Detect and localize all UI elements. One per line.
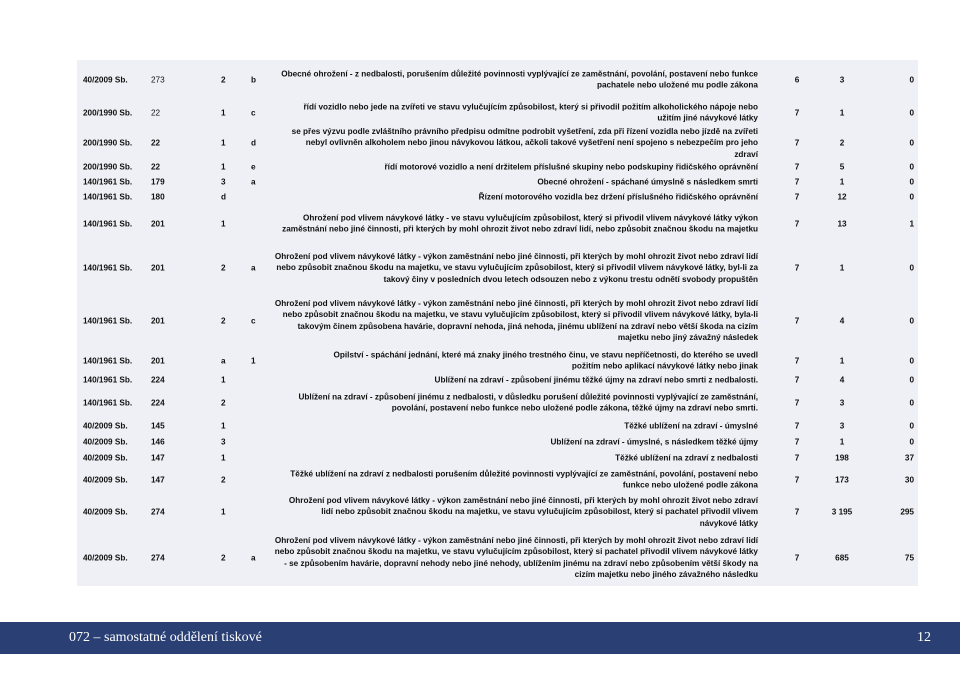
subsection-cell: 1 — [221, 219, 226, 229]
description-cell: Ublížení na zdraví - způsobení jinému z nedbalosti, v důsledku porušení důležité povinnosti vyplývající ze zaměstnání, povolání, postavení nebo funkce nebo uložené podle zákona, těžké újmy na zdraví nebo smrti. — [298, 392, 758, 413]
law-cell: 140/1961 Sb. — [83, 375, 133, 385]
description-cell: Ublížení na zdraví - způsobení jinému těžké újmy na zdraví nebo smrti z nedbalosti. — [434, 375, 758, 385]
law-cell: 140/1961 Sb. — [83, 356, 133, 366]
count-cell-3: 0 — [909, 192, 914, 201]
count-cell-1: 7 — [794, 192, 800, 201]
count-cell-1: 7 — [794, 138, 800, 148]
paragraph-cell: 146 — [151, 437, 165, 447]
law-cell: 140/1961 Sb. — [83, 219, 133, 229]
law-cell: 40/2009 Sb. — [83, 421, 128, 431]
subsection-cell: 3 — [221, 437, 226, 447]
count-cell-1: 7 — [794, 398, 800, 408]
count-cell-3: 0 — [909, 375, 914, 385]
count-cell-1: 7 — [794, 375, 800, 385]
law-cell: 200/1990 Sb. — [83, 162, 133, 172]
letter-cell: a — [251, 553, 256, 563]
count-cell-3: 75 — [904, 553, 914, 563]
table-row — [77, 204, 918, 244]
table-row — [77, 418, 918, 434]
count-cell-2: 1 — [839, 437, 845, 447]
letter-cell: b — [251, 75, 257, 85]
count-cell-1: 7 — [794, 421, 800, 431]
description-cell: Těžké ublížení na zdraví z nedbalosti — [615, 453, 758, 463]
letter-cell: 1 — [251, 356, 256, 366]
description-cell: Ohrožení pod vlivem návykové látky - výkon zaměstnání nebo jiné činnosti, při kterých by mohl ohrozit život nebo zdraví lidí nebo způsobit značnou škodu na majetku, ve stavu vylučujícím způsobilost, který si přivodil vlivem návykové látky, byla-li takovým činem způsobena havárie, dopravní nehoda, jiná nehoda, jinému ublížení na zdraví nebo větší škoda na cizím majetku nebo jiný závažný následek — [274, 299, 758, 343]
subsection-cell: a — [221, 356, 226, 366]
law-cell: 140/1961 Sb. — [83, 398, 133, 408]
subsection-cell: 2 — [221, 398, 226, 408]
subsection-cell: 1 — [221, 162, 226, 172]
count-cell-2: 5 — [839, 162, 845, 172]
count-cell-3: 0 — [909, 263, 914, 273]
count-cell-1: 7 — [794, 356, 800, 366]
letter-cell: e — [251, 162, 256, 172]
count-cell-2: 685 — [835, 553, 849, 563]
count-cell-2: 3 195 — [831, 507, 853, 517]
paragraph-cell: 274 — [151, 553, 165, 563]
count-cell-1: 7 — [794, 316, 800, 326]
count-cell-2: 1 — [839, 108, 845, 118]
count-cell-3: 37 — [904, 453, 914, 463]
law-cell: 40/2009 Sb. — [83, 507, 128, 517]
count-cell-2: 2 — [839, 138, 845, 148]
law-cell: 40/2009 Sb. — [83, 75, 128, 85]
subsection-cell: 1 — [221, 138, 226, 148]
law-cell: 200/1990 Sb. — [83, 138, 133, 148]
letter-cell: c — [251, 316, 256, 326]
law-cell: 40/2009 Sb. — [83, 475, 128, 485]
count-cell-2: 13 — [837, 219, 847, 229]
statistics-table — [77, 60, 918, 586]
subsection-cell: 1 — [221, 375, 226, 385]
count-cell-1: 7 — [794, 219, 800, 229]
table-row — [77, 350, 918, 372]
paragraph-cell: 147 — [151, 453, 165, 463]
table-row — [77, 494, 918, 530]
law-cell: 200/1990 Sb. — [83, 108, 133, 118]
paragraph-cell: 147 — [151, 475, 165, 485]
count-cell-2: 1 — [839, 177, 845, 186]
count-cell-2: 3 — [839, 398, 845, 408]
description-cell: Těžké ublížení na zdraví z nedbalosti porušením důležité povinnosti vyplývající ze zaměstnání, povolání, postavení nebo funkce nebo uložené podle zákona — [290, 469, 758, 490]
count-cell-1: 7 — [794, 263, 800, 273]
subsection-cell: 1 — [221, 453, 226, 463]
paragraph-cell: 224 — [151, 398, 165, 408]
paragraph-cell: 201 — [151, 219, 165, 229]
description-cell: Obecné ohrožení - spáchané úmyslně s následkem smrti — [537, 176, 758, 186]
description-cell: Ohrožení pod vlivem návykové látky - výkon zaměstnání nebo jiné činnosti, při kterých by mohl ohrozit život nebo zdraví lidí nebo způsobit značnou škodu na majetku, ve stavu vylučujícím způsobilost, který si pachatel přivodil vlivem návykové látky - se způsobením havárie, dopravní nehody nebo jiné nehody, ublížením jinému na zdraví nebo způsobením větší škody na cizím majetku nebo jiného závažného následku — [274, 536, 758, 580]
count-cell-3: 0 — [909, 138, 914, 148]
table-row — [77, 434, 918, 450]
subsection-cell: d — [221, 192, 227, 201]
table-row — [77, 450, 918, 466]
table-row — [77, 466, 918, 494]
subsection-cell: 1 — [221, 421, 226, 431]
count-cell-2: 198 — [835, 453, 849, 463]
count-cell-3: 295 — [900, 507, 914, 517]
paragraph-cell: 180 — [151, 192, 165, 201]
paragraph-cell: 145 — [151, 421, 165, 431]
page-footer — [0, 622, 960, 654]
count-cell-1: 7 — [794, 162, 800, 172]
table-row — [77, 174, 918, 189]
count-cell-1: 7 — [794, 553, 800, 563]
description-cell: Ohrožení pod vlivem návykové látky - výkon zaměstnání nebo jiné činnosti, při kterých by mohl ohrozit život nebo zdraví lidí nebo způsobit značnou škodu na majetku, ve stavu vylučujícím způsobilost, který si přivodil vlivem návykové látky, byl-li za takový činy v posledních dvou letech odsouzen nebo z výkonu trestu odnětí svobody propuštěn — [274, 251, 758, 284]
letter-cell: d — [251, 138, 257, 148]
count-cell-1: 7 — [794, 177, 800, 186]
count-cell-2: 4 — [839, 316, 845, 326]
law-cell: 140/1961 Sb. — [83, 316, 133, 326]
description-cell: Ohrožení pod vlivem návykové látky - ve stavu vylučujícím způsobilost, který si přivodil vlivem návykové látky výkon zaměstnání nebo jiné činnosti, při kterých by mohl ohrozit život nebo zdraví lidí, nebo způsobit značnou škodu na majetku — [282, 213, 758, 234]
table-row — [77, 292, 918, 350]
table-row — [77, 244, 918, 292]
law-cell: 40/2009 Sb. — [83, 453, 128, 463]
count-cell-2: 173 — [835, 475, 849, 485]
count-cell-1: 7 — [794, 507, 800, 517]
subsection-cell: 2 — [221, 263, 226, 273]
table-row — [77, 372, 918, 388]
law-cell: 140/1961 Sb. — [83, 263, 133, 273]
description-cell: Obecné ohrožení - z nedbalosti, porušením důležité povinnosti vyplývající ze zaměstnání, povolání, postavení nebo funkce pachatele nebo uložené mu podle zákona — [281, 69, 758, 90]
table-row — [77, 189, 918, 204]
subsection-cell: 1 — [221, 108, 226, 118]
subsection-cell: 2 — [221, 475, 226, 485]
count-cell-1: 7 — [794, 475, 800, 485]
subsection-cell: 2 — [221, 75, 226, 85]
count-cell-3: 0 — [909, 316, 914, 326]
law-cell: 140/1961 Sb. — [83, 177, 133, 186]
paragraph-cell: 22 — [151, 108, 161, 118]
count-cell-3: 0 — [909, 437, 914, 447]
law-cell: 140/1961 Sb. — [83, 192, 133, 201]
table-row — [77, 388, 918, 418]
count-cell-1: 7 — [794, 108, 800, 118]
count-cell-1: 7 — [794, 437, 800, 447]
table-row — [77, 60, 918, 100]
description-cell: Těžké ublížení na zdraví - úmyslné — [624, 421, 758, 431]
table-row — [77, 126, 918, 160]
paragraph-cell: 201 — [151, 356, 165, 366]
description-cell: řídí motorové vozidlo a není držitelem příslušné skupiny nebo podskupiny řidičského oprávnění — [384, 162, 758, 172]
description-cell: Ublížení na zdraví - úmyslné, s následkem těžké újmy — [550, 437, 758, 447]
paragraph-cell: 179 — [151, 177, 165, 186]
table-row — [77, 100, 918, 126]
count-cell-3: 0 — [909, 421, 914, 431]
subsection-cell: 2 — [221, 316, 226, 326]
letter-cell: a — [251, 177, 256, 186]
description-cell: Řízení motorového vozidla bez držení příslušného řidičského oprávnění — [478, 191, 758, 201]
footer-title: 072 – samostatné oddělení tiskové — [69, 630, 262, 645]
paragraph-cell: 224 — [151, 375, 165, 385]
table-row — [77, 160, 918, 174]
count-cell-3: 0 — [909, 177, 914, 186]
description-cell: Opilství - spáchání jednání, které má znaky jiného trestného činu, ve stavu nepříčetnosti, do kterého se uvedl požitím nebo aplikací návykové látky nebo jinak — [333, 350, 758, 371]
letter-cell: a — [251, 263, 256, 273]
description-cell: se přes výzvu podle zvláštního právního předpisu odmítne podrobit vyšetření, zda při řízení vozidla nebo jízdě na zvířeti nebyl ovlivněn alkoholem nebo jinou návykovou látkou, ačkoli takové vyšetření není spojeno s nebezpečím pro jeho zdraví — [291, 126, 758, 159]
paragraph-cell: 274 — [151, 507, 165, 517]
count-cell-2: 12 — [837, 192, 847, 201]
page-number: 12 — [917, 630, 931, 645]
count-cell-3: 0 — [909, 356, 914, 366]
law-cell: 40/2009 Sb. — [83, 553, 128, 563]
description-cell: řídí vozidlo nebo jede na zvířeti ve stavu vylučujícím způsobilost, který si přivodil požitím alkoholického nápoje nebo užitím jiné návykové látky — [303, 102, 758, 123]
law-cell: 40/2009 Sb. — [83, 437, 128, 447]
paragraph-cell: 273 — [151, 75, 165, 85]
count-cell-2: 1 — [839, 356, 845, 366]
subsection-cell: 1 — [221, 507, 226, 517]
letter-cell: c — [251, 108, 256, 118]
paragraph-cell: 22 — [151, 162, 161, 172]
count-cell-1: 7 — [794, 453, 800, 463]
count-cell-3: 0 — [909, 108, 914, 118]
table-row — [77, 530, 918, 586]
description-cell: Ohrožení pod vlivem návykové látky - výkon zaměstnání nebo jiné činnosti, při kterých by mohl ohrozit život nebo zdraví lidí nebo způsobit značnou škodu na majetku, ve stavu vylučujícím způsobilost, který si pachatel přivodil vlivem návykové látky — [288, 495, 758, 528]
count-cell-3: 1 — [909, 219, 914, 229]
paragraph-cell: 201 — [151, 316, 165, 326]
count-cell-2: 1 — [839, 263, 845, 273]
paragraph-cell: 22 — [151, 138, 161, 148]
count-cell-3: 30 — [904, 475, 914, 485]
count-cell-2: 4 — [839, 375, 845, 385]
subsection-cell: 3 — [221, 177, 226, 186]
count-cell-3: 0 — [909, 162, 914, 172]
paragraph-cell: 201 — [151, 263, 165, 273]
count-cell-3: 0 — [909, 398, 914, 408]
count-cell-2: 3 — [839, 75, 845, 85]
count-cell-1: 6 — [794, 75, 800, 85]
count-cell-2: 3 — [839, 421, 845, 431]
subsection-cell: 2 — [221, 553, 226, 563]
count-cell-3: 0 — [909, 75, 914, 85]
